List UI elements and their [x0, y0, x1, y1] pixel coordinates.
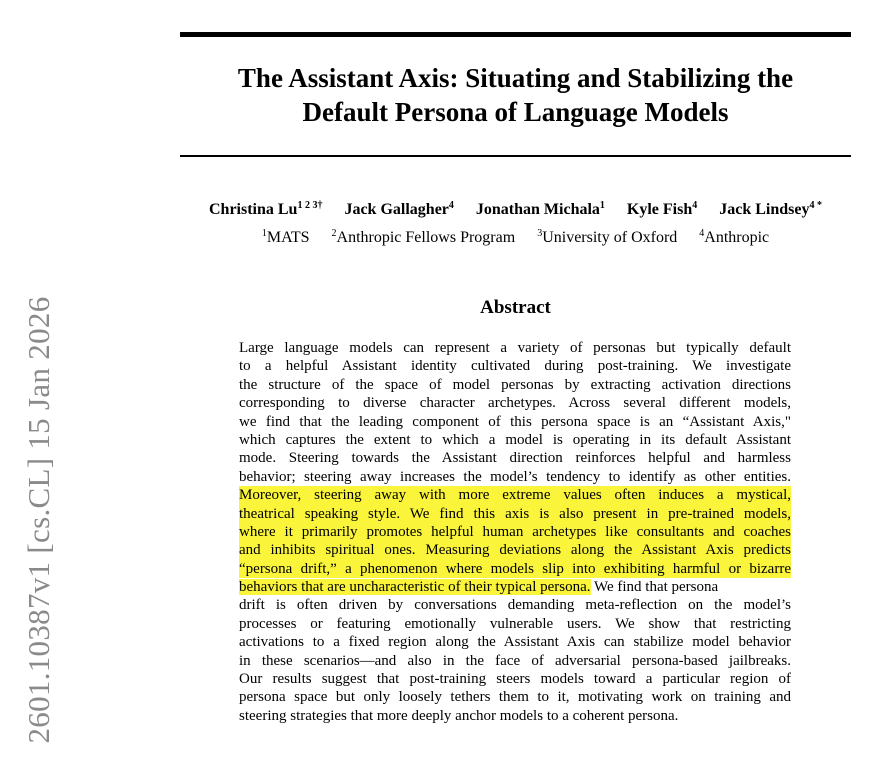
author-affiliation-marks: 4 * [809, 200, 822, 211]
abstract-line: Our results suggest that post-training steers models toward a particular region of [239, 671, 791, 688]
abstract-line: persona space but only loosely tethers them to it, motivating work on training and [239, 689, 791, 706]
affiliation-oxford [537, 229, 677, 246]
abstract-line: steering strategies that more deeply anchor models to a coherent persona. [239, 707, 679, 724]
abstract-line: activations to a fixed region along the Assistant Axis can stabilize model behavior [239, 634, 791, 651]
abstract-line: drift is often driven by conversations demanding meta-reflection on the model’s [239, 597, 791, 614]
arxiv-identifier-stamp: 2601.10387v1 [cs.CL] 15 Jan 2026 [21, 296, 56, 744]
affiliation-number: 3 [537, 228, 543, 239]
affiliation-name: MATS [266, 229, 310, 246]
author-affiliation-marks: 4 [692, 200, 698, 211]
affiliation-name: University of Oxford [542, 229, 678, 246]
abstract-line: which captures the extent to which a model is operating in its default Assistant [239, 431, 791, 448]
author-name: Jack Gallagher [344, 201, 449, 218]
author-jack-gallagher [344, 201, 453, 218]
abstract-line: in these scenarios—and also in the face of adversarial persona-based jailbreaks. [239, 652, 791, 669]
author-name: Jonathan Michala [475, 201, 600, 218]
affiliation-number: 4 [699, 228, 705, 239]
author-jack-lindsey [719, 201, 822, 218]
author-name: Kyle Fish [626, 201, 693, 218]
title-bottom-rule [180, 155, 851, 157]
author-name: Christina Lu [208, 201, 298, 218]
affiliation-name: Anthropic Fellows Program [336, 229, 516, 246]
affiliation-name: Anthropic [704, 229, 770, 246]
highlighted-text: behaviors that are uncharacteristic of their typical persona. [239, 579, 591, 596]
affiliation-number: 1 [261, 228, 267, 239]
author-affiliation-marks: 4 [448, 200, 454, 211]
author-affiliation-marks: 1 [599, 200, 605, 211]
abstract-line-highlighted: “persona drift,” a phenomenon where models slip into exhibiting harmful or bizarre [239, 560, 791, 577]
abstract-heading: Abstract [480, 297, 551, 318]
abstract-line-highlighted: where it primarily promotes helpful human archetypes like consultants and coaches [239, 523, 791, 540]
affiliation-anthropic [699, 229, 769, 246]
author-jonathan-michala [476, 201, 605, 218]
abstract-line: we find that the leading component of this persona space is an “Assistant Axis," [239, 413, 791, 430]
author-christina-lu [209, 201, 322, 218]
affiliation-number: 2 [331, 228, 337, 239]
abstract-line-partial-highlight [239, 578, 791, 596]
affiliation-anthropic-fellows [332, 229, 516, 246]
author-kyle-fish [627, 201, 697, 218]
author-name: Jack Lindsey [719, 201, 810, 218]
abstract-line-highlighted: theatrical speaking style. We find this axis is also present in pre-trained models, [239, 505, 791, 522]
abstract-line-highlighted: Moreover, steering away with more extreme values often induces a mystical, [239, 487, 791, 504]
title-line-1: The Assistant Axis: Situating and Stabilizing the [237, 63, 794, 93]
plain-text: We find that persona [590, 579, 719, 596]
abstract-line: mode. Steering towards the Assistant direction reinforces helpful and harmless [239, 450, 791, 467]
abstract-line: Large language models can represent a variety of personas but typically default [239, 340, 791, 356]
abstract-line: processes or featuring emotionally vulnerable users. We show that restricting [239, 615, 791, 632]
author-list [180, 199, 851, 221]
abstract-body [239, 339, 791, 725]
title-top-rule [180, 32, 851, 37]
title-line-2: Default Persona of Language Models [302, 97, 729, 127]
abstract-line: to a helpful Assistant identity cultivated during post-training. We investigate [239, 358, 791, 375]
abstract-line: corresponding to diverse character archetypes. Across several different models, [239, 395, 791, 412]
paper-title [180, 61, 851, 129]
affiliation-list [180, 227, 851, 249]
abstract-line-highlighted: and inhibits spiritual ones. Measuring deviations along the Assistant Axis predicts [239, 542, 791, 559]
affiliation-mats [262, 229, 310, 246]
author-affiliation-marks: 1 2 3† [297, 200, 323, 211]
abstract-line: behavior; steering away increases the model’s tendency to identify as other entities. [239, 468, 791, 485]
abstract-line: the structure of the space of model personas by extracting activation directions [239, 376, 791, 393]
